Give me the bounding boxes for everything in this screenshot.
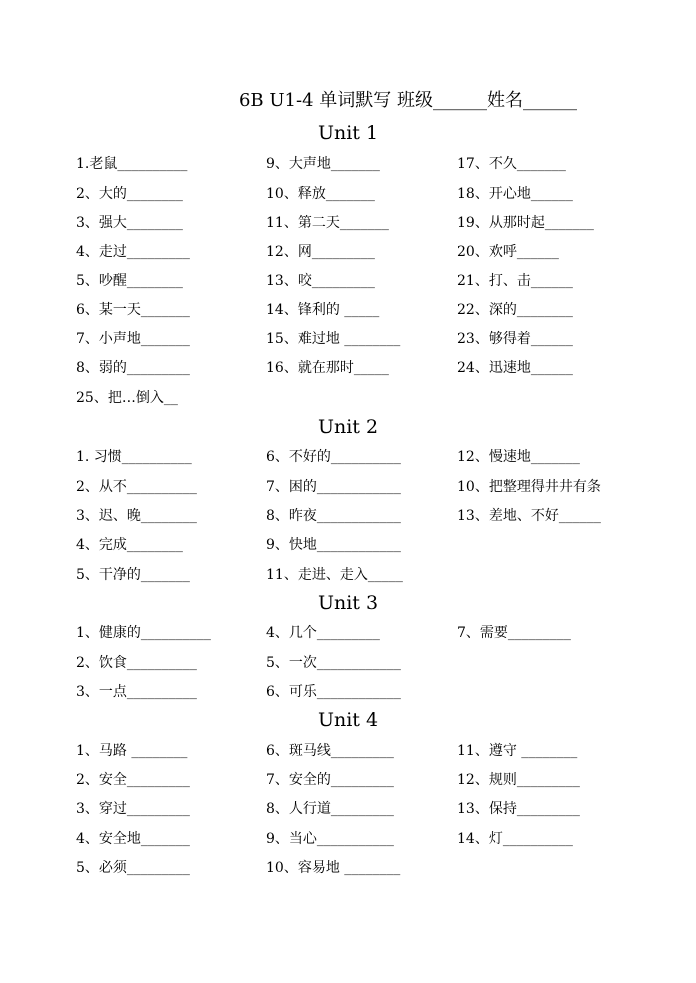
word-item: 5、干净的_______ <box>76 567 190 583</box>
word-item: 11、第二天_______ <box>266 215 389 231</box>
word-item: 17、不久_______ <box>457 156 566 172</box>
word-item: 12、规则_________ <box>457 772 580 788</box>
word-item: 4、走过_________ <box>76 244 190 260</box>
word-item: 14、锋利的 _____ <box>266 302 380 318</box>
word-item: 8、昨夜____________ <box>266 508 401 524</box>
word-item: 8、弱的_________ <box>76 360 190 376</box>
worksheet-title: 6B U1-4 单词默写 班级______姓名______ <box>238 90 577 111</box>
word-item: 12、慢速地_______ <box>457 449 580 465</box>
unit-2-heading: Unit 2 <box>317 416 379 438</box>
unit-4-heading: Unit 4 <box>317 709 379 731</box>
word-item: 1、健康的__________ <box>76 625 211 641</box>
word-item: 21、打、击______ <box>457 273 573 289</box>
word-item: 9、快地____________ <box>266 537 401 553</box>
word-item: 15、难过地 ________ <box>266 331 401 347</box>
word-item: 13、差地、不好______ <box>457 508 601 524</box>
word-item: 2、饮食__________ <box>76 655 197 671</box>
word-item: 10、容易地 ________ <box>266 860 401 876</box>
word-item: 12、网_________ <box>266 244 375 260</box>
word-item: 20、欢呼______ <box>457 244 559 260</box>
word-item: 7、小声地_______ <box>76 331 190 347</box>
word-item: 4、完成________ <box>76 537 183 553</box>
word-item: 2、从不__________ <box>76 479 197 495</box>
unit-1-heading: Unit 1 <box>317 122 379 144</box>
word-item: 13、保持_________ <box>457 801 580 817</box>
word-item: 6、不好的__________ <box>266 449 401 465</box>
word-item: 3、迟、晚________ <box>76 508 197 524</box>
word-item: 11、走进、走入_____ <box>266 567 403 583</box>
word-item: 7、需要_________ <box>457 625 571 641</box>
word-item: 10、把整理得井井有条 <box>457 479 601 495</box>
word-item: 9、大声地_______ <box>266 156 380 172</box>
word-item: 1、马路 ________ <box>76 743 188 759</box>
word-item: 2、安全_________ <box>76 772 190 788</box>
word-item: 6、可乐____________ <box>266 684 401 700</box>
word-item: 4、几个_________ <box>266 625 380 641</box>
word-item: 3、穿过_________ <box>76 801 190 817</box>
word-item: 25、把…倒入__ <box>76 390 178 406</box>
word-item: 6、某一天_______ <box>76 302 190 318</box>
word-item: 3、强大________ <box>76 215 183 231</box>
word-item: 22、深的________ <box>457 302 573 318</box>
word-item: 18、开心地______ <box>457 186 573 202</box>
word-item: 4、安全地_______ <box>76 831 190 847</box>
word-item: 13、咬_________ <box>266 273 375 289</box>
word-item: 2、大的________ <box>76 186 183 202</box>
word-item: 24、迅速地______ <box>457 360 573 376</box>
word-item: 1. 习惯__________ <box>76 449 192 465</box>
word-item: 7、安全的_________ <box>266 772 394 788</box>
word-item: 19、从那时起_______ <box>457 215 594 231</box>
word-item: 14、灯__________ <box>457 831 573 847</box>
word-item: 1.老鼠__________ <box>76 156 188 172</box>
unit-3-heading: Unit 3 <box>317 592 379 614</box>
word-item: 5、必须_________ <box>76 860 190 876</box>
word-item: 3、一点__________ <box>76 684 197 700</box>
word-item: 5、吵醒________ <box>76 273 183 289</box>
word-item: 10、释放_______ <box>266 186 375 202</box>
word-item: 7、困的____________ <box>266 479 401 495</box>
word-item: 11、遵守 ________ <box>457 743 578 759</box>
word-item: 9、当心___________ <box>266 831 394 847</box>
word-item: 6、斑马线_________ <box>266 743 394 759</box>
word-item: 16、就在那时_____ <box>266 360 389 376</box>
word-item: 23、够得着______ <box>457 331 573 347</box>
word-item: 8、人行道_________ <box>266 801 394 817</box>
word-item: 5、一次____________ <box>266 655 401 671</box>
